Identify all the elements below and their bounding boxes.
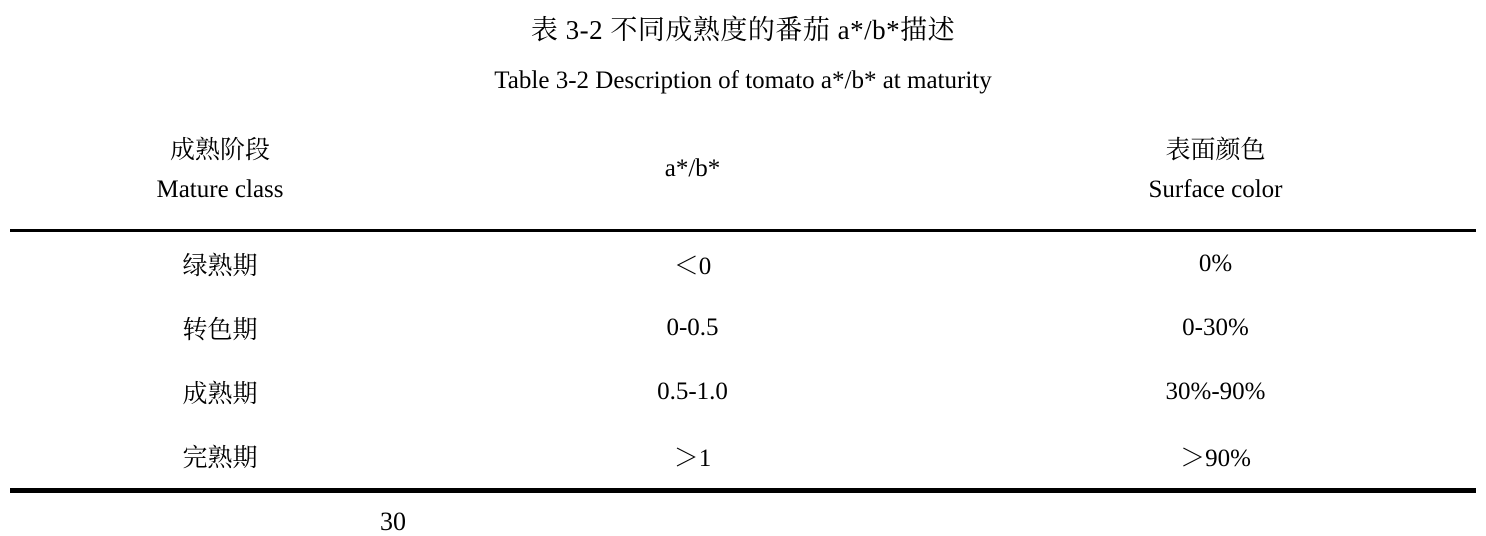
cell-color: ＞90%: [1180, 445, 1251, 473]
table-row: [10, 296, 1476, 360]
header-mature-class-cn: 成熟阶段: [169, 137, 270, 165]
header-cell-ratio: [430, 114, 955, 230]
table-header-row: [10, 114, 1476, 230]
cell-ratio: 0.5-1.0: [657, 378, 728, 406]
table-row: [10, 424, 1476, 488]
table-header: [10, 114, 1476, 230]
header-surface-color-cn: 表面颜色: [1165, 137, 1266, 165]
cell-stage: 转色期: [182, 317, 258, 345]
cell-stage: 绿熟期: [182, 253, 258, 281]
cell-stage: 完熟期: [182, 445, 258, 473]
cell-ratio: ＜0: [673, 253, 712, 281]
header-cell-mature-class: [10, 114, 430, 230]
table-container: [0, 114, 1486, 493]
cell-color: 30%-90%: [1165, 378, 1266, 406]
table-body: [10, 231, 1476, 491]
header-cell-surface-color: [955, 114, 1476, 230]
cell-color: 0%: [1198, 250, 1233, 278]
cell-ratio: ＞1: [673, 445, 712, 473]
table-row: [10, 360, 1476, 424]
cell-stage: 成熟期: [182, 381, 258, 409]
header-surface-color-en: Surface color: [1148, 175, 1283, 203]
page-number: 30: [380, 507, 406, 536]
table-bottom-rule: [10, 488, 1476, 491]
maturity-table: [10, 114, 1476, 493]
cell-ratio: 0-0.5: [666, 314, 719, 342]
table-row: [10, 231, 1476, 297]
table-caption-english: Table 3-2 Description of tomato a*/b* at maturity: [494, 67, 992, 95]
header-mature-class-en: Mature class: [156, 175, 284, 203]
document-page: [0, 14, 1486, 536]
cell-color: 0-30%: [1182, 314, 1249, 342]
table-caption-chinese: 表 3-2 不同成熟度的番茄 a*/b*描述: [530, 15, 956, 45]
header-ratio-label: a*/b*: [664, 155, 721, 183]
